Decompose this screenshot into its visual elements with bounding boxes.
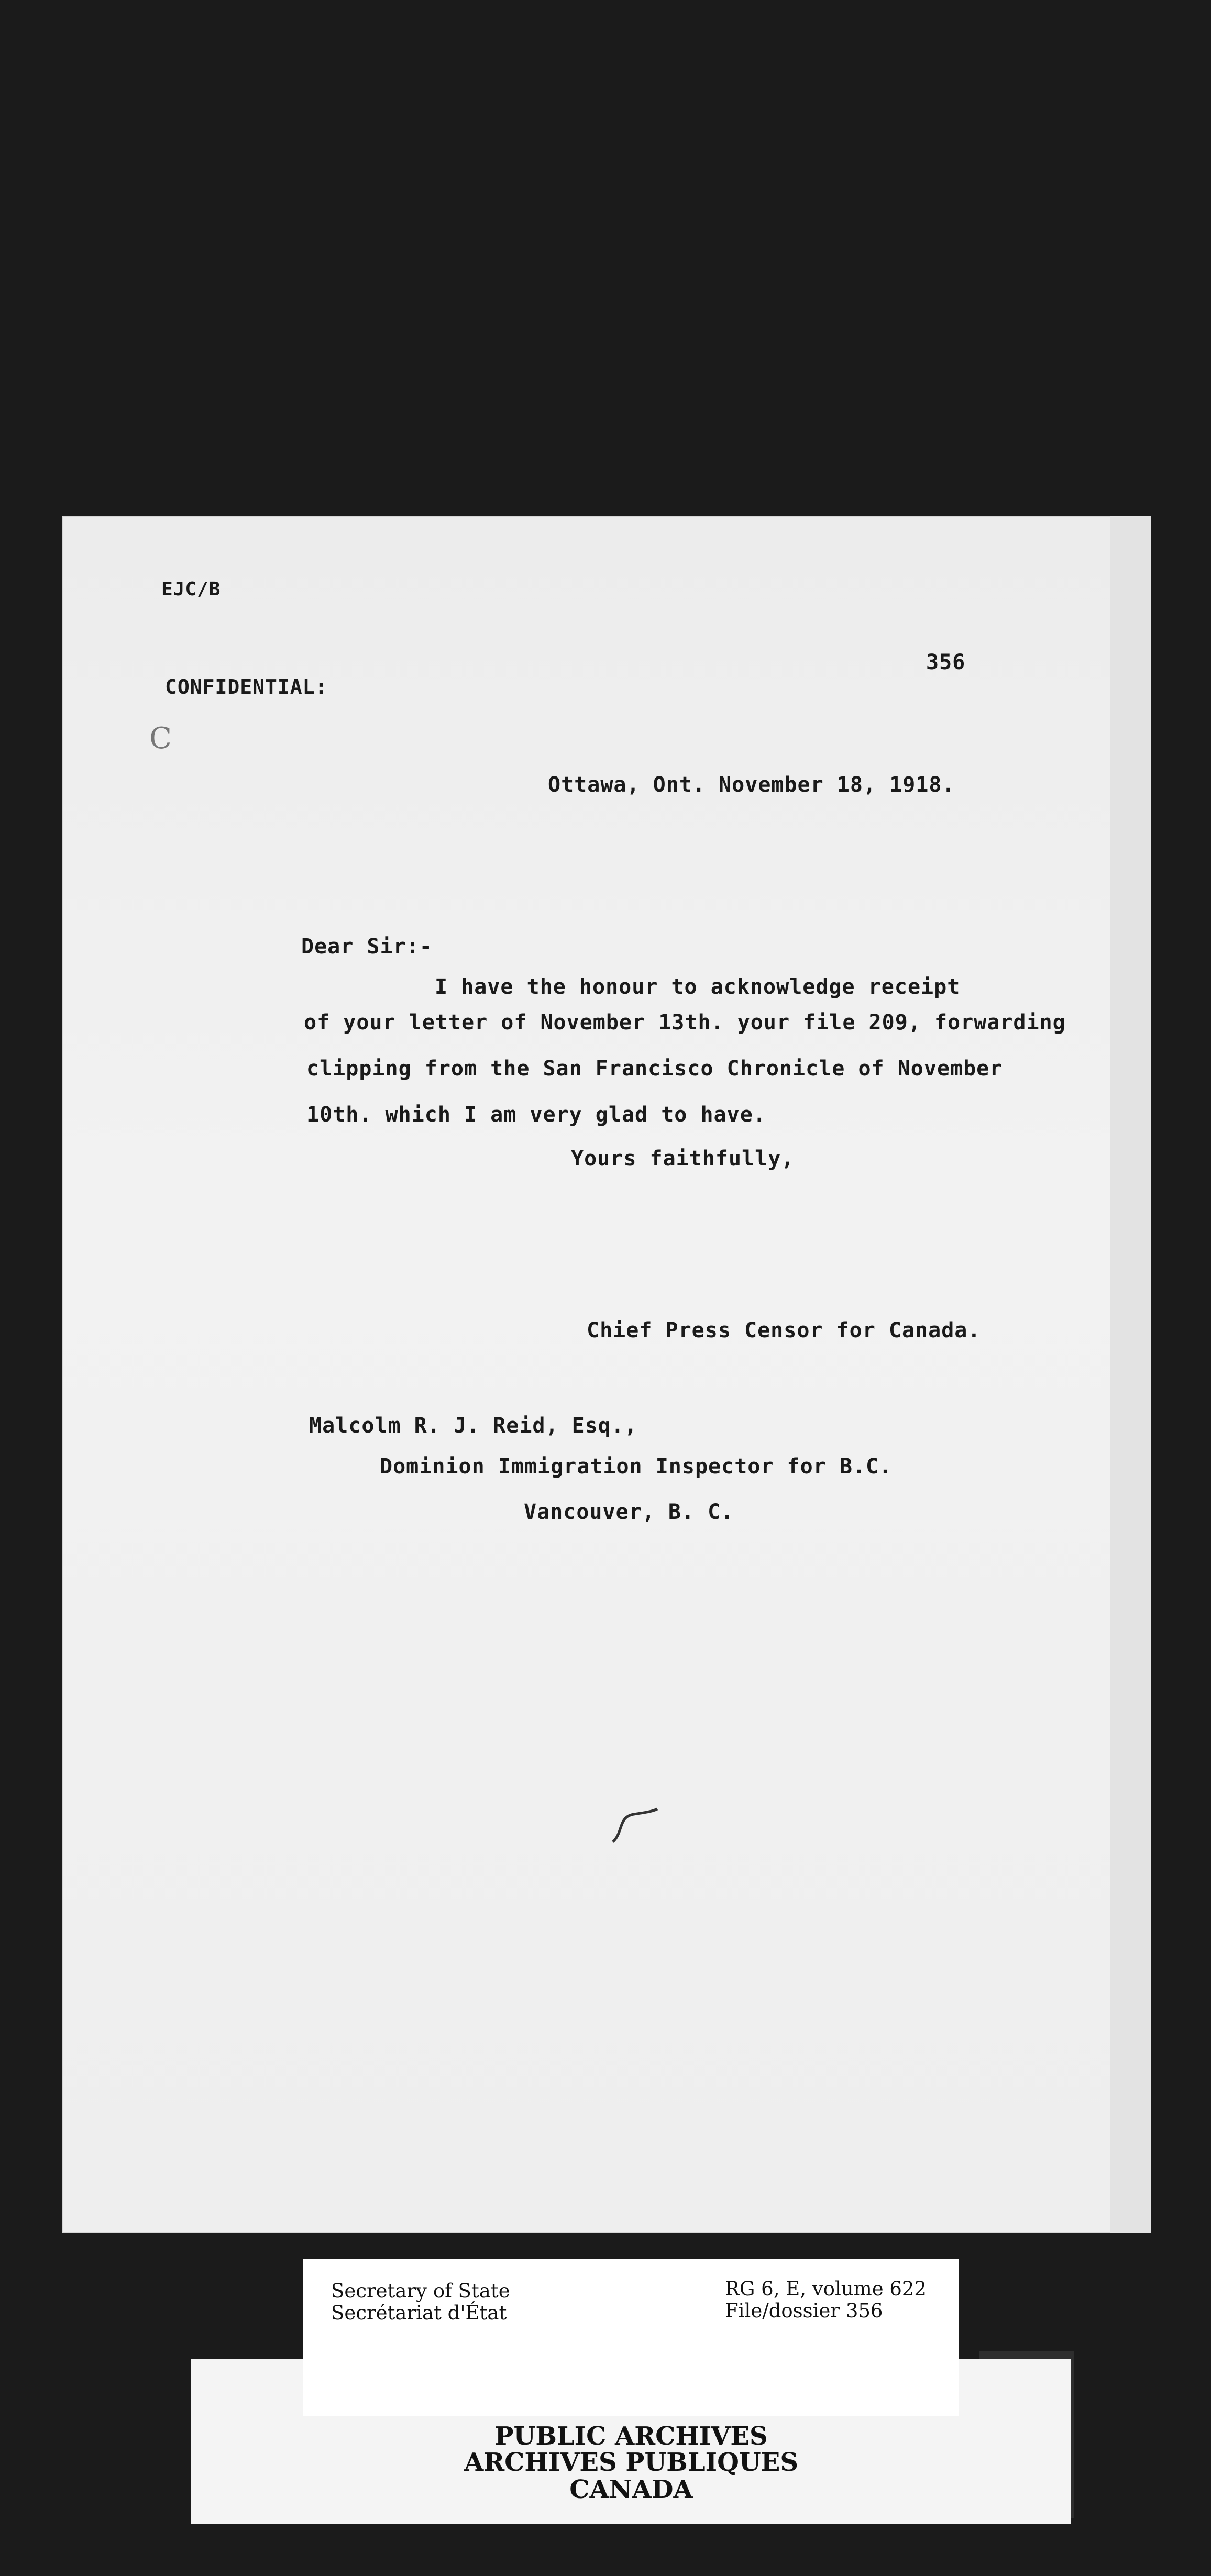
signatory-title: Chief Press Censor for Canada. [587,1318,981,1342]
archive-label-card [303,2259,959,2416]
margin-mark: C [149,721,172,756]
classification-heading: CONFIDENTIAL: [165,675,328,698]
stamp-line-public-archives: PUBLIC ARCHIVES [494,2422,768,2451]
closing: Yours faithfully, [571,1147,795,1171]
label-file: File/dossier 356 [725,2300,883,2322]
salutation: Dear Sir:- [301,935,433,959]
label-department-en: Secretary of State [331,2280,510,2302]
stamp-line-archives-publiques: ARCHIVES PUBLIQUES [464,2448,798,2477]
recipient-name: Malcolm R. J. Reid, Esq., [309,1414,638,1438]
body-line: 10th. which I am very glad to have. [306,1103,766,1127]
page-edge-shadow [1110,516,1151,2233]
label-department-fr: Secrétariat d'État [331,2302,507,2324]
body-line: clipping from the San Francisco Chronicle of November [306,1057,1003,1081]
body-line: I have the honour to acknowledge receipt [435,975,961,999]
stamp-line-canada: CANADA [569,2475,693,2504]
recipient-title: Dominion Immigration Inspector for B.C. [380,1454,893,1479]
recipient-city: Vancouver, B. C. [524,1500,734,1524]
body-line: of your letter of November 13th. your file 209, forwarding [304,1011,1066,1035]
dateline: Ottawa, Ont. November 18, 1918. [548,773,955,797]
file-number: 356 [926,650,966,674]
ink-squiggle-mark [602,1801,665,1848]
label-reference: RG 6, E, volume 622 [725,2278,927,2300]
reference-code: EJC/B [161,579,221,600]
